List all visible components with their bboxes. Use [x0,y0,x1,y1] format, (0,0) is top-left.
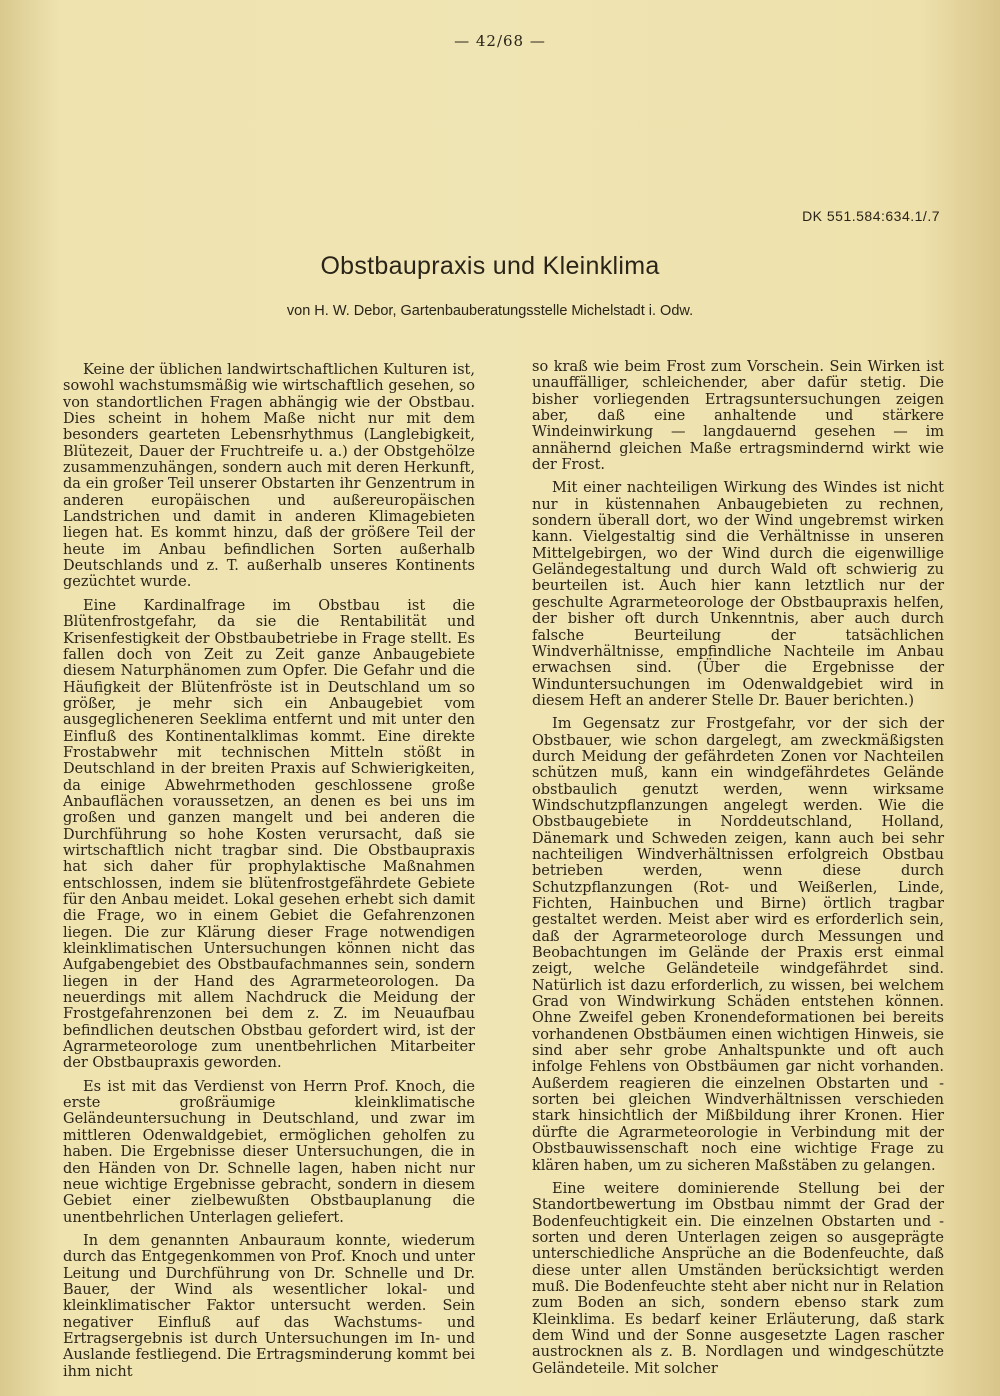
page-number: — 42/68 — [454,32,546,50]
paragraph: Mit einer nachteiligen Wirkung des Windes ist nicht nur in küstennahen Anbaugebieten zu rechnen, sondern überall dort, wo der Wind ungebremst wirken kann. Vielgestaltig sind die Verhältnisse in unseren Mittelgebirgen, wo der Wind durch die eigenwillige Geländegestaltung und durch Wald oft schwierig zu beurteilen ist. Auch hier kann letztlich nur der geschulte Agrarmeteorologe der Obstbaupraxis helfen, der bisher oft durch Unkenntnis, aber auch durch falsche Beurteilung der tatsächlichen Windverhältnisse, empfindliche Nachteile im Anbau erwachsen sind. (Über die Ergebnisse der Winduntersuchungen im Odenwaldgebiet wird in diesem Heft an anderer Stelle Dr. Bauer berichten.) [532,480,944,709]
paragraph: Keine der üblichen landwirtschaftlichen Kulturen ist, sowohl wachstumsmäßig wie wirtschaftlich gesehen, so von standortlichen Fragen abhängig wie der Obstbau. Dies scheint in hohem Maße nicht nur mit dem besonders gearteten Lebensrhythmus (Langlebigkeit, Blütezeit, Dauer der Fruchtreife u. a.) der Obstgehölze zusammenzuhängen, sondern auch mit deren Herkunft, da ein großer Teil unserer Obstarten ihr Genzentrum in anderen europäischen und außereuropäischen Landstrichen und damit in anderen Klimagebieten liegen hat. Es kommt hinzu, daß der größere Teil der heute im Anbau befindlichen Sorten außerhalb Deutschlands und z. T. außerhalb unseres Kontinents gezüchtet wurde. [63,362,475,591]
dk-classification: DK 551.584:634.1/.7 [802,208,940,224]
article-byline: von H. W. Debor, Gartenbauberatungsstelle Michelstadt i. Odw. [286,303,694,319]
right-column [532,359,944,1384]
paragraph: Es ist mit das Verdienst von Herrn Prof. Knoch, die erste großräumige kleinklimatische Geländeuntersuchung in Deutschland, und zwar im mittleren Odenwaldgebiet, ermöglichen geholfen zu haben. Die Ergebnisse dieser Untersuchungen, die in den Händen von Dr. Schnelle lagen, haben nicht nur neue wichtige Ergebnisse gebracht, sondern in diesem Gebiet einer zielbewußten Obstbauplanung die unentbehrlichen Unterlagen geliefert. [63,1078,475,1226]
left-column [63,362,475,1387]
paragraph: Im Gegensatz zur Frostgefahr, vor der sich der Obstbauer, wie schon dargelegt, am zweckmäßigsten durch Meidung der gefährdeten Zonen vor Nachteilen schützen muß, kann ein windgefährdetes Gelände obstbaulich genutzt werden, wenn wirksame Windschutzpflanzungen angelegt werden. Wie die Obstbaugebiete in Norddeutschland, Holland, Dänemark und Schweden zeigen, kann auch bei sehr nachteiligen Windverhältnissen erfolgreich Obstbau betrieben werden, wenn diese durch Schutzpflanzungen (Rot- und Weißerlen, Linde, Fichten, Hainbuchen und Birne) örtlich tragbar gestaltet werden. Meist aber wird es erforderlich sein, daß der Agrarmeteorologe durch Messungen und Beobachtungen im Gelände der Praxis erst einmal zeigt, welche Geländeteile windgefährdet sind. Natürlich ist dazu erforderlich, zu wissen, bei welchem Grad von Windwirkung Schäden entstehen können. Ohne Zweifel geben Kronendeformationen bei bereits vorhandenen Obstbäumen einen wichtigen Hinweis, sie sind aber sehr grobe Anhaltspunkte und oft auch infolge Fehlens von Obstbäumen gar nicht vorhanden. Außerdem reagieren die einzelnen Obstarten und -sorten bei gleichen Windverhältnissen verschieden stark hinsichtlich der Mißbildung ihrer Kronen. Hier dürfte die Agrarmeteorologie in Verbindung mit der Obstbauwissenschaft noch eine wichtige Frage zu klären haben, um zu sicheren Maßstäben zu gelangen. [532,716,944,1174]
paragraph-continued: so kraß wie beim Frost zum Vorschein. Sein Wirken ist unauffälliger, schleichender, aber dafür stetig. Die bisher vorliegenden Ertragsuntersuchungen zeigen aber, daß eine anhaltende und stärkere Windeinwirkung — langdauernd gesehen — im annähernd gleichen Maße ertragsmindernd wirkt wie der Frost. [532,359,944,474]
paragraph: Eine weitere dominierende Stellung bei der Standortbewertung im Obstbau nimmt der Grad der Bodenfeuchtigkeit ein. Die einzelnen Obstarten und -sorten und deren Unterlagen zeigen so ausgeprägte unterschiedliche Ansprüche an die Bodenfeuchte, daß diese unter allen Umständen berücksichtigt werden muß. Die Bodenfeuchte steht aber nicht nur in Relation zum Boden an sich, sondern ebenso stark zum Kleinklima. Es bedarf keiner Erläuterung, daß stark dem Wind und der Sonne ausgesetzte Lagen rascher austrocknen als z. B. Nordlagen und windgeschützte Geländeteile. Mit solcher [532,1180,944,1377]
paragraph: Eine Kardinalfrage im Obstbau ist die Blütenfrostgefahr, da sie die Rentabilität und Krisenfestigkeit der Obstbaubetriebe in Frage stellt. Es fallen doch von Zeit zu Zeit ganze Anbaugebiete diesem Naturphänomen zum Opfer. Die Gefahr und die Häufigkeit der Blütenfröste ist in Deutschland um so größer, je mehr sich ein Anbaugebiet vom ausgeglicheneren Seeklima entfernt und mit unter den Einfluß des Kontinentalklimas kommt. Eine direkte Frostabwehr mit technischen Mitteln stößt in Deutschland in der breiten Praxis auf Schwierigkeiten, da einige Abwehrmethoden geschlossene große Anbauflächen voraussetzen, an denen es bei uns im großen und ganzen mangelt und bei anderen die Durchführung so hohe Kosten verursacht, daß sie wirtschaftlich nicht tragbar sind. Die Obstbaupraxis hat sich daher für prophylaktische Maßnahmen entschlossen, indem sie blütenfrostgefährdete Gebiete für den Anbau meidet. Lokal gesehen erhebt sich damit die Frage, wo in einem Gebiet die Gefahrenzonen liegen. Die zur Klärung dieser Frage notwendigen kleinklimatischen Untersuchungen können nicht das Aufgabengebiet des Obstbaufachmannes sein, sondern liegen in der Hand des Agrarmeteorologen. Da neuerdings mit allem Nachdruck die Meidung der Frostgefahrenzonen bei dem z. Z. im Neuaufbau befindlichen deutschen Obstbau gefordert wird, ist der Agrarmeteorologe zum unentbehrlichen Mitarbeiter der Obstbaupraxis geworden. [63,597,475,1072]
paragraph: In dem genannten Anbauraum konnte, wiederum durch das Entgegenkommen von Prof. Knoch und unter Leitung und Durchführung von Dr. Schnelle und Dr. Bauer, der Wind als wesentlicher lokal- und kleinklimatischer Faktor untersucht werden. Sein negativer Einfluß auf das Wachstums- und Ertragsergebnis ist durch Untersuchungen im In- und Auslande festliegend. Die Ertragsminderung kommt bei ihm nicht [63,1232,475,1380]
article-title: Obstbaupraxis und Kleinklima [320,252,660,280]
